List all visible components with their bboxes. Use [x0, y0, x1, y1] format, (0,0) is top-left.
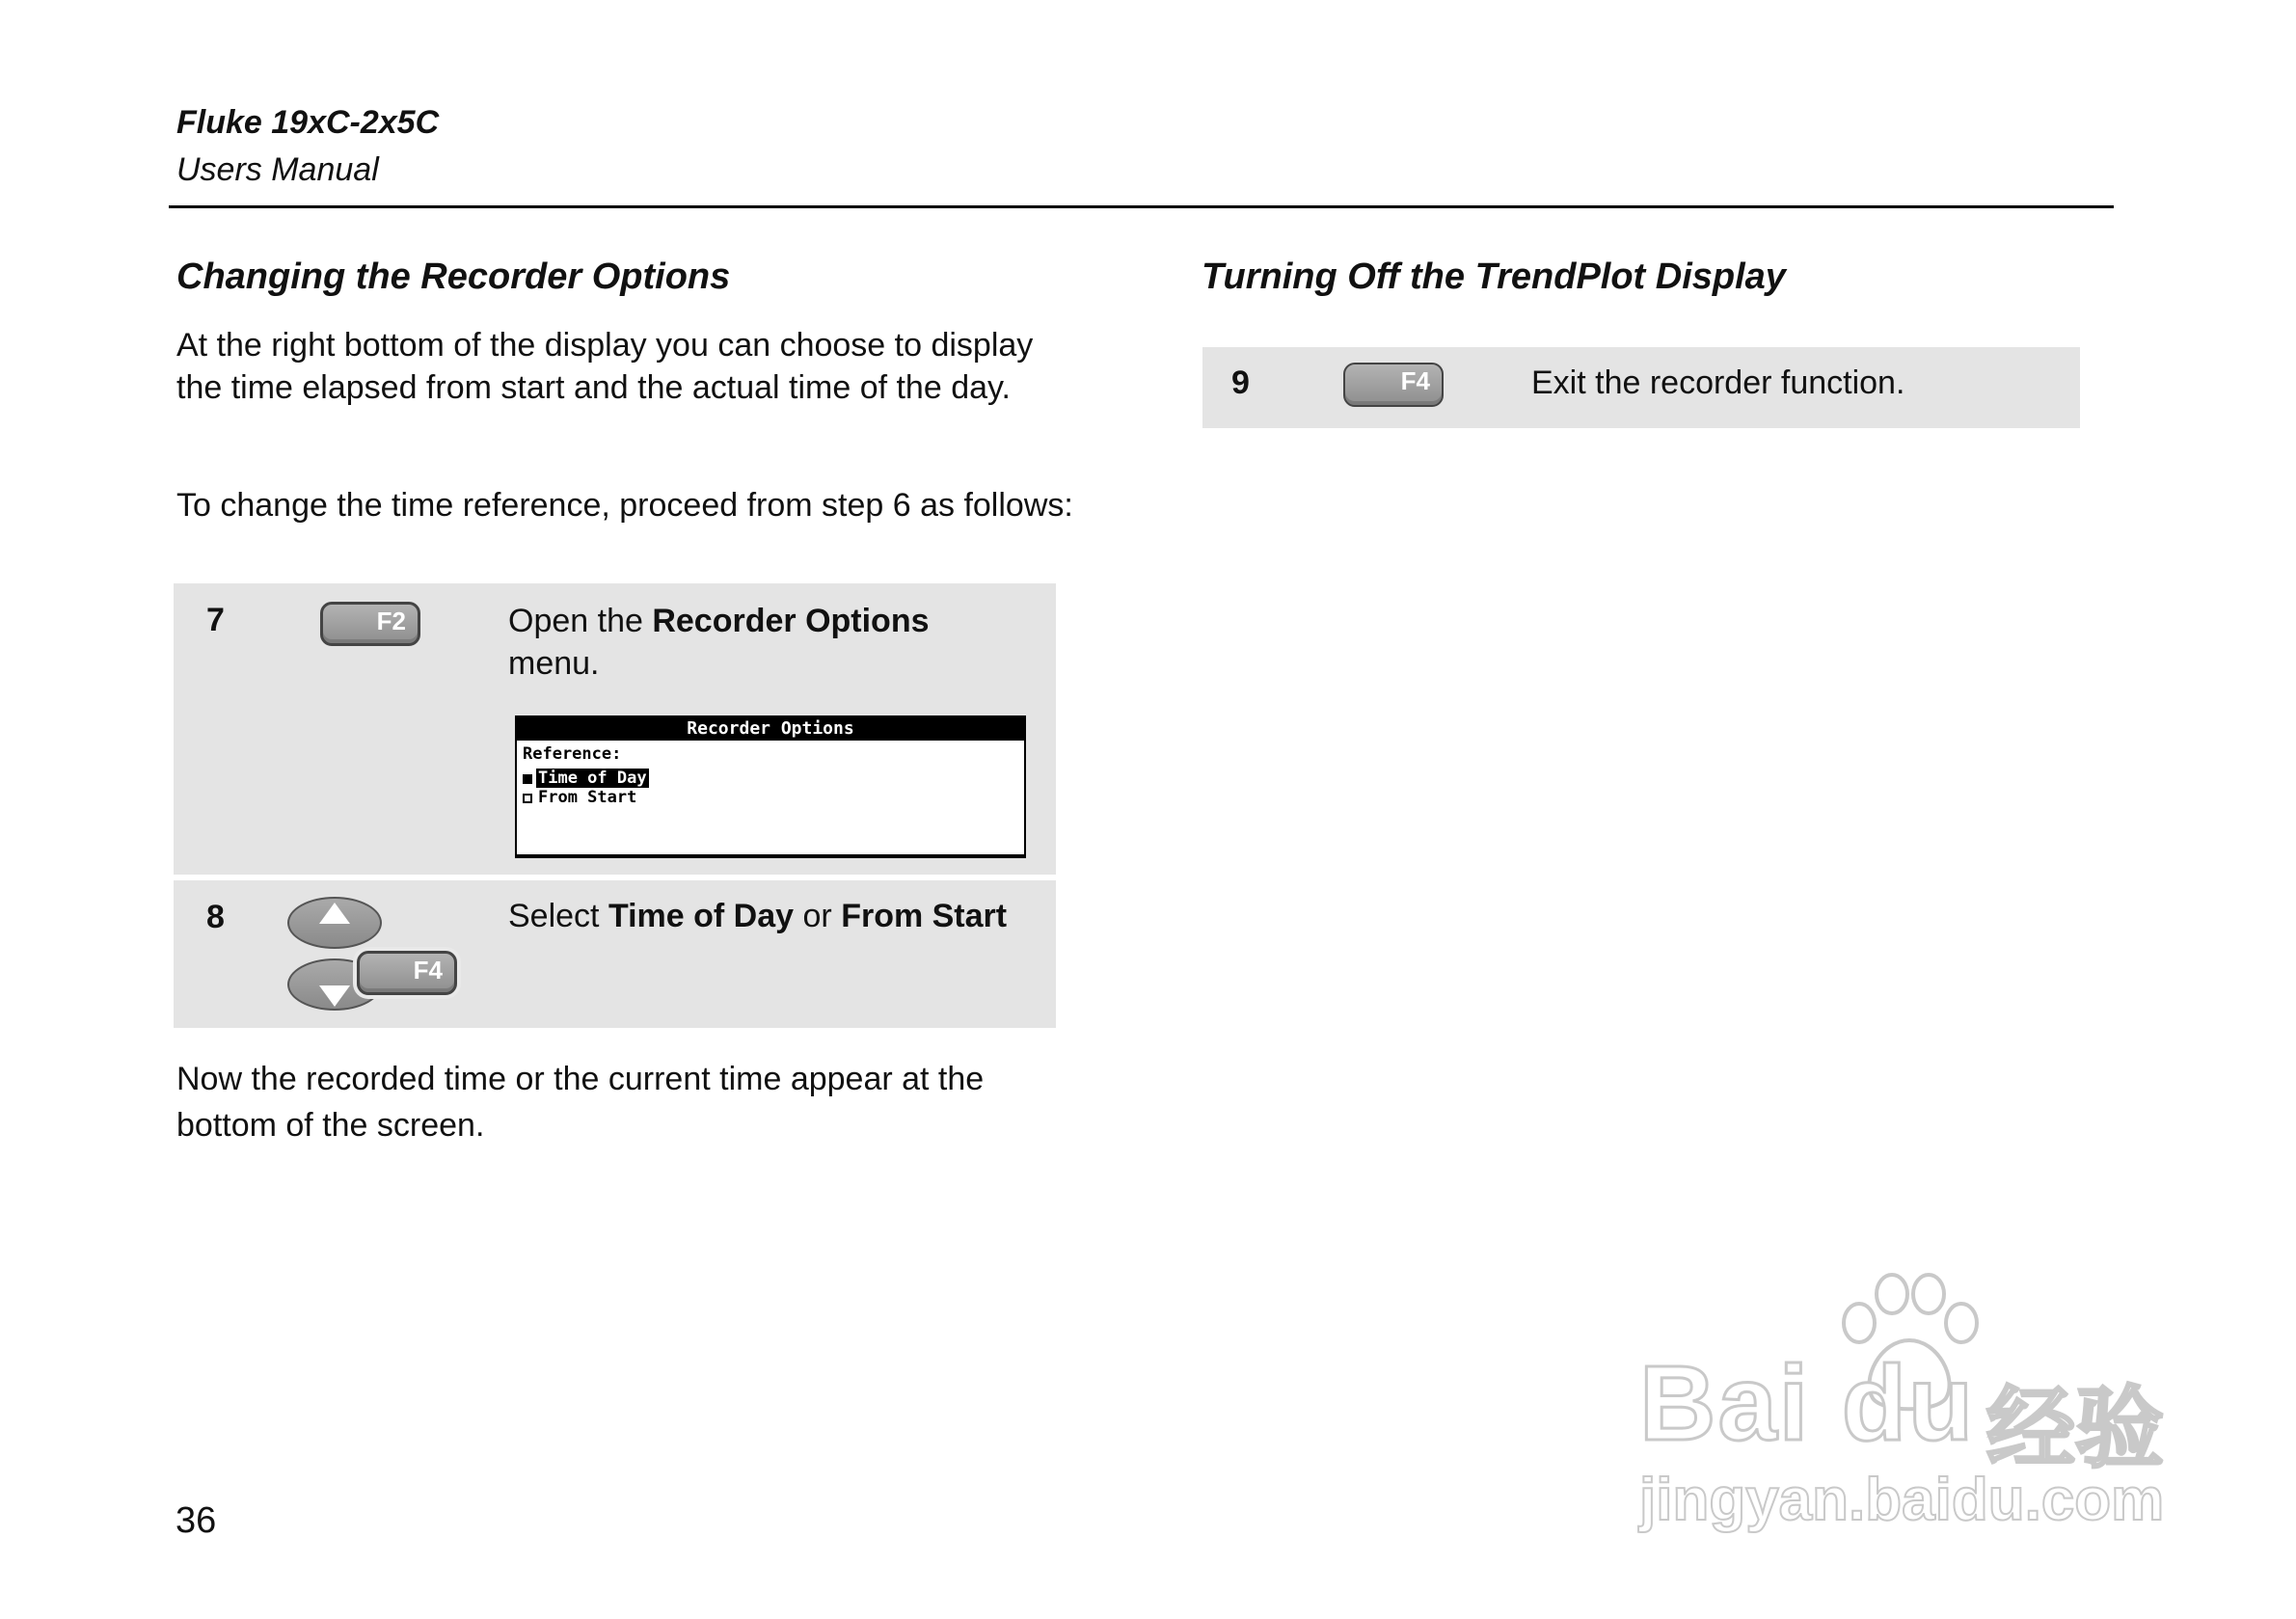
intro-paragraph: At the right bottom of the display you can choose to display the time elapsed from start and the actual time of the day.	[176, 327, 1034, 406]
f2-key-icon: F2	[320, 602, 420, 646]
step-9-number: 9	[1231, 364, 1250, 401]
down-arrow-icon	[319, 985, 350, 1007]
lcd-reference-label: Reference:	[523, 744, 622, 764]
watermark-logo-text: Bai du	[1639, 1344, 1976, 1463]
watermark-url: jingyan.baidu.com	[1639, 1467, 2165, 1533]
baidu-watermark	[1639, 1273, 2179, 1543]
step-8-number: 8	[206, 899, 225, 935]
page-number: 36	[176, 1500, 217, 1541]
manual-subtitle: Users Manual	[176, 151, 379, 188]
step-9-text: Exit the recorder function.	[1531, 364, 1905, 401]
outro-paragraph: Now the recorded time or the current time appear at the bottom of the screen.	[176, 1061, 985, 1144]
lcd-option-from-start: From Start	[538, 788, 637, 807]
lcd-checkbox-empty-icon	[523, 794, 532, 803]
header-divider	[169, 205, 2114, 208]
recorder-options-lcd	[515, 715, 1026, 858]
step-7-number: 7	[206, 602, 225, 638]
manual-product-title: Fluke 19xC-2x5C	[176, 104, 440, 141]
section-title-recorder-options: Changing the Recorder Options	[176, 256, 731, 297]
f4-key-icon: F4	[357, 951, 457, 995]
lead-paragraph: To change the time reference, proceed from step 6 as follows:	[176, 487, 1073, 524]
step-8-text: Select Time of Day or From Start	[508, 898, 1008, 934]
lcd-title: Recorder Options	[517, 717, 1024, 741]
step-7-text: Open the Recorder Options menu.	[508, 603, 930, 682]
lcd-checkbox-checked-icon	[523, 774, 532, 784]
lcd-option-time-of-day: Time of Day	[538, 769, 647, 788]
up-arrow-icon	[319, 903, 350, 924]
f4-key-icon: F4	[1343, 363, 1444, 407]
up-arrow-key-icon	[287, 897, 382, 949]
section-title-trendplot-off: Turning Off the TrendPlot Display	[1202, 256, 1786, 297]
watermark-chinese-text: 经验	[1986, 1380, 2165, 1478]
